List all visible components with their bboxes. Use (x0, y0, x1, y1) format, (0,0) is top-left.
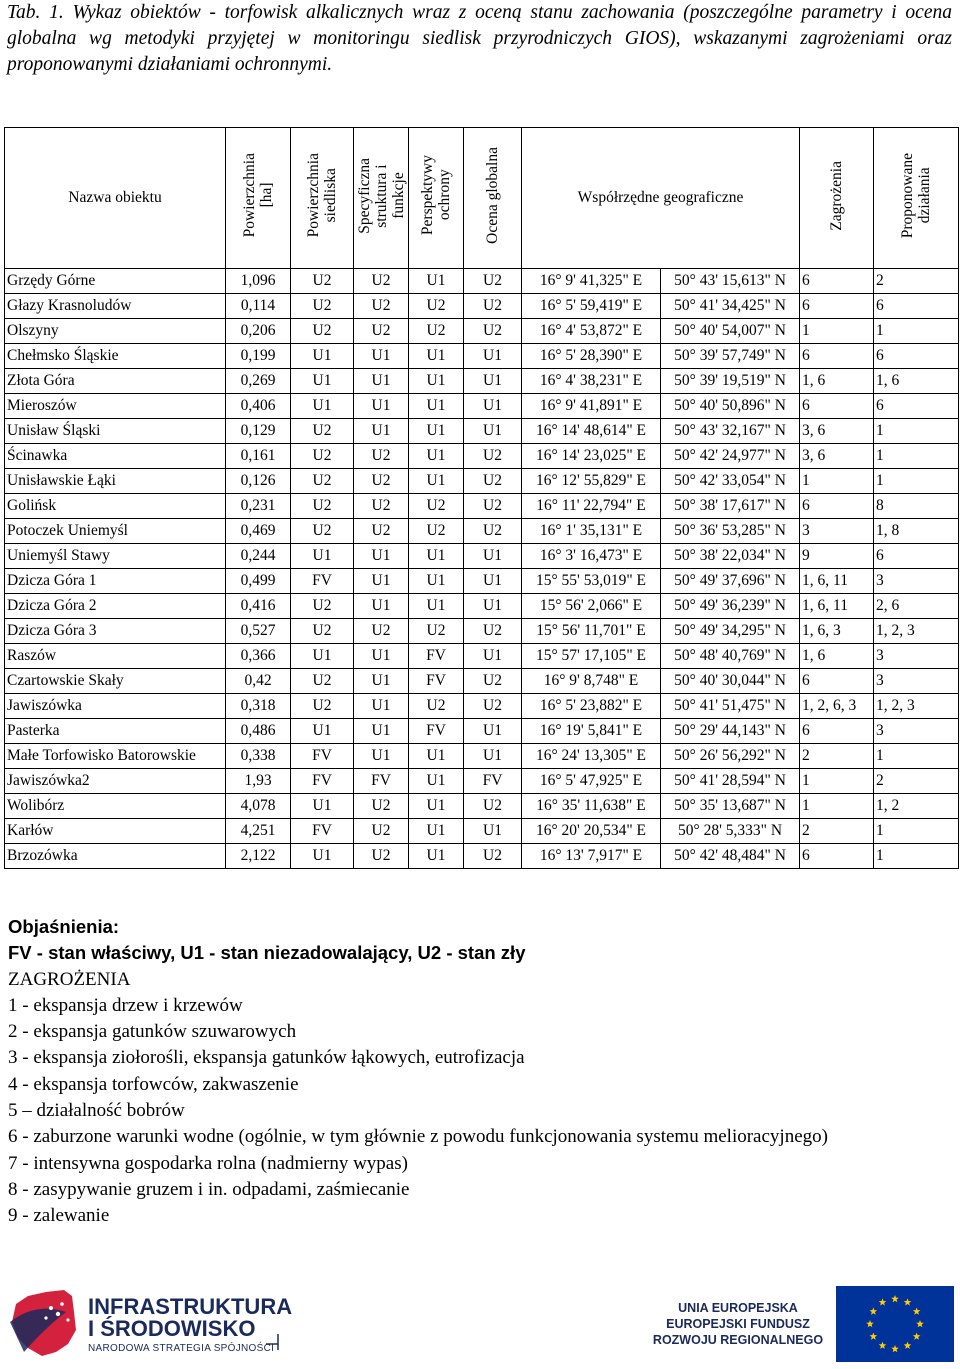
table-cell: FV (409, 644, 464, 669)
table-cell: 9 (800, 544, 874, 569)
table-cell: U2 (409, 694, 464, 719)
legend-item: 8 - zasypywanie gruzem i in. odpadami, zaśmiecanie (8, 1178, 410, 1200)
table-cell: U2 (354, 319, 409, 344)
table-cell: 6 (874, 544, 959, 569)
table-cell: 6 (874, 394, 959, 419)
table-cell: FV (291, 819, 354, 844)
table-cell: 0,126 (226, 469, 291, 494)
table-row (5, 269, 959, 294)
table-cell: U2 (291, 269, 354, 294)
table-cell: U1 (291, 644, 354, 669)
legend (8, 914, 953, 1230)
table-cell: 0,199 (226, 344, 291, 369)
table-cell: 1, 6 (874, 369, 959, 394)
table-cell: 3 (874, 669, 959, 694)
table-cell: U1 (354, 694, 409, 719)
table-cell: 0,416 (226, 594, 291, 619)
table-cell: 1, 8 (874, 519, 959, 544)
table-cell: U1 (354, 544, 409, 569)
table-cell: U1 (464, 569, 522, 594)
table-row (5, 519, 959, 544)
table-cell: 16° 35' 11,638" E (522, 794, 661, 819)
table-cell: Golińsk (5, 494, 226, 519)
table-cell: 16° 4' 38,231" E (522, 369, 661, 394)
table-cell: U1 (354, 369, 409, 394)
table-cell: 16° 9' 8,748" E (522, 669, 661, 694)
table-cell: 16° 20' 20,534" E (522, 819, 661, 844)
table-cell: U2 (354, 794, 409, 819)
table-cell: 2 (800, 744, 874, 769)
table-cell: U1 (409, 344, 464, 369)
table-cell: U2 (354, 519, 409, 544)
table-cell: 50° 41' 34,425" N (661, 294, 800, 319)
header-perspectives: Perspektywy ochrony (409, 128, 464, 269)
table-cell: U2 (464, 294, 522, 319)
table-cell: 0,269 (226, 369, 291, 394)
table-cell: 16° 5' 23,882" E (522, 694, 661, 719)
table-cell: U2 (291, 519, 354, 544)
table-cell: 6 (800, 844, 874, 869)
table-cell: FV (409, 719, 464, 744)
eu-flag-icon (836, 1286, 954, 1362)
table-row (5, 344, 959, 369)
table-cell: U1 (409, 744, 464, 769)
table-cell: 50° 42' 24,977" N (661, 444, 800, 469)
table-cell: U1 (354, 644, 409, 669)
table-cell: Brzozówka (5, 844, 226, 869)
table-cell: 1, 2, 3 (874, 694, 959, 719)
table-cell: U1 (354, 419, 409, 444)
table-cell: 16° 9' 41,891" E (522, 394, 661, 419)
table-cell: 1,93 (226, 769, 291, 794)
table-cell: 0,406 (226, 394, 291, 419)
table-cell: 1 (874, 744, 959, 769)
table-cell: Jawiszówka2 (5, 769, 226, 794)
table-cell: U1 (464, 394, 522, 419)
table-cell: 6 (800, 269, 874, 294)
table-cell: U1 (409, 269, 464, 294)
table-cell: 4,078 (226, 794, 291, 819)
header-actions: Proponowane działania (874, 128, 959, 269)
table-row (5, 619, 959, 644)
table-cell: FV (409, 669, 464, 694)
logo-right-line1: UNIA EUROPEJSKA (678, 1301, 798, 1315)
legend-item: 7 - intensywna gospodarka rolna (nadmierny wypas) (8, 1152, 408, 1174)
table-cell: Ścinawka (5, 444, 226, 469)
legend-item: 4 - ekspansja torfowców, zakwaszenie (8, 1073, 299, 1095)
table-cell: 3 (874, 644, 959, 669)
table-cell: U1 (464, 344, 522, 369)
table-cell: 6 (800, 494, 874, 519)
table-cell: 1, 2, 6, 3 (800, 694, 874, 719)
table-cell: 2, 6 (874, 594, 959, 619)
table-cell: 50° 40' 30,044" N (661, 669, 800, 694)
table-cell: U2 (464, 494, 522, 519)
table-cell: 0,42 (226, 669, 291, 694)
table-cell: U1 (464, 594, 522, 619)
table-cell: U2 (291, 319, 354, 344)
table-cell: Unisławskie Łąki (5, 469, 226, 494)
table-row (5, 594, 959, 619)
table-cell: U1 (291, 719, 354, 744)
table-cell: U1 (409, 569, 464, 594)
table-cell: 1 (874, 819, 959, 844)
table-cell: U1 (291, 369, 354, 394)
table-row (5, 644, 959, 669)
header-global: Ocena globalna (464, 128, 522, 269)
table-cell: U2 (291, 294, 354, 319)
table-cell: FV (291, 769, 354, 794)
table-cell: Jawiszówka (5, 694, 226, 719)
table-cell: 6 (800, 394, 874, 419)
table-cell: 16° 5' 47,925" E (522, 769, 661, 794)
table-cell: U1 (409, 419, 464, 444)
table-cell: 6 (800, 719, 874, 744)
table-cell: 15° 57' 17,105" E (522, 644, 661, 669)
table-cell: 1, 6 (800, 369, 874, 394)
table-cell: 0,231 (226, 494, 291, 519)
table-cell: 1, 6, 3 (800, 619, 874, 644)
table-cell: 3 (874, 569, 959, 594)
table-cell: 0,499 (226, 569, 291, 594)
table-cell: 1 (874, 844, 959, 869)
eu-logo (648, 1286, 954, 1362)
table-caption: Tab. 1. Wykaz obiektów - torfowisk alkalicznych wraz z oceną stanu zachowania (poszczególne parametry i ocena globalna wg metodyki przyjętej w monitoringu siedlisk przyrodniczych GIOS), wskazanymi zagrożeniami oraz proponowanymi działaniami ochronnymi. (7, 2, 952, 75)
table-cell: 1 (874, 319, 959, 344)
table-cell: Raszów (5, 644, 226, 669)
table-cell: U2 (291, 494, 354, 519)
table-cell: U1 (354, 719, 409, 744)
legend-threats-heading: ZAGROŻENIA (8, 968, 131, 990)
table-cell: 50° 40' 50,896" N (661, 394, 800, 419)
table-cell: 1, 6 (800, 644, 874, 669)
table-cell: FV (354, 769, 409, 794)
table-cell: 1 (800, 769, 874, 794)
header-area: Powierzchnia [ha] (226, 128, 291, 269)
legend-heading: Objaśnienia: (8, 916, 120, 937)
table-cell: Małe Torfowisko Batorowskie (5, 744, 226, 769)
table-cell: 50° 42' 48,484" N (661, 844, 800, 869)
table-cell: 50° 40' 54,007" N (661, 319, 800, 344)
infrastruktura-logo (6, 1282, 306, 1362)
table-cell: U2 (464, 269, 522, 294)
table-cell: Wolibórz (5, 794, 226, 819)
table-cell: Potoczek Uniemyśl (5, 519, 226, 544)
table-row (5, 719, 959, 744)
table-cell: FV (291, 744, 354, 769)
table-cell: 6 (800, 344, 874, 369)
table-cell: 1 (874, 444, 959, 469)
table-cell: U2 (464, 469, 522, 494)
table-row (5, 394, 959, 419)
table-cell: U1 (464, 719, 522, 744)
table-cell: 50° 49' 34,295" N (661, 619, 800, 644)
table-cell: U2 (409, 494, 464, 519)
table-cell: 0,366 (226, 644, 291, 669)
table-cell: U2 (464, 319, 522, 344)
table-cell: 16° 12' 55,829" E (522, 469, 661, 494)
table-cell: 50° 29' 44,143" N (661, 719, 800, 744)
table-cell: 15° 56' 2,066" E (522, 594, 661, 619)
table-cell: U1 (291, 544, 354, 569)
table-cell: 3 (874, 719, 959, 744)
table-cell: 1,096 (226, 269, 291, 294)
table-cell: 0,129 (226, 419, 291, 444)
table-cell: U1 (464, 419, 522, 444)
table-cell: 0,244 (226, 544, 291, 569)
table-cell: U2 (354, 469, 409, 494)
table-cell: 4,251 (226, 819, 291, 844)
table-cell: U2 (464, 694, 522, 719)
objects-table (4, 127, 959, 869)
table-cell: Mieroszów (5, 394, 226, 419)
table-cell: Dzicza Góra 1 (5, 569, 226, 594)
header-threats: Zagrożenia (800, 128, 874, 269)
table-cell: 2,122 (226, 844, 291, 869)
header-habitat-area: Powierzchnia siedliska (291, 128, 354, 269)
table-cell: U1 (464, 644, 522, 669)
table-row (5, 319, 959, 344)
table-cell: U1 (409, 469, 464, 494)
table-row (5, 844, 959, 869)
table-cell: FV (291, 569, 354, 594)
table-cell: Grzędy Górne (5, 269, 226, 294)
table-cell: 0,318 (226, 694, 291, 719)
table-cell: 50° 36' 53,285" N (661, 519, 800, 544)
table-cell: U1 (409, 394, 464, 419)
table-cell: U2 (291, 594, 354, 619)
table-cell: Pasterka (5, 719, 226, 744)
table-cell: 16° 5' 28,390" E (522, 344, 661, 369)
table-cell: 16° 1' 35,131" E (522, 519, 661, 544)
table-cell: U2 (464, 794, 522, 819)
table-cell: 50° 35' 13,687" N (661, 794, 800, 819)
table-row (5, 569, 959, 594)
table-cell: U2 (354, 619, 409, 644)
table-cell: 15° 56' 11,701" E (522, 619, 661, 644)
table-cell: 3, 6 (800, 444, 874, 469)
table-cell: 16° 5' 59,419" E (522, 294, 661, 319)
table-row (5, 494, 959, 519)
table-cell: Złota Góra (5, 369, 226, 394)
table-cell: Czartowskie Skały (5, 669, 226, 694)
table-cell: U2 (291, 619, 354, 644)
table-row (5, 544, 959, 569)
table-cell: 50° 38' 17,617" N (661, 494, 800, 519)
table-cell: U2 (464, 844, 522, 869)
table-cell: 6 (874, 294, 959, 319)
table-cell: 1, 2, 3 (874, 619, 959, 644)
table-cell: 3, 6 (800, 419, 874, 444)
table-cell: 1 (874, 469, 959, 494)
table-cell: U1 (464, 744, 522, 769)
table-cell: U1 (464, 369, 522, 394)
logo-left-line3: NARODOWA STRATEGIA SPÓJNOŚCI (88, 1343, 275, 1354)
table-cell: 0,338 (226, 744, 291, 769)
table-cell: 1 (800, 794, 874, 819)
legend-item: 2 - ekspansja gatunków szuwarowych (8, 1021, 297, 1043)
table-cell: Unisław Śląski (5, 419, 226, 444)
table-cell: 6 (874, 344, 959, 369)
table-cell: 0,206 (226, 319, 291, 344)
table-cell: 0,114 (226, 294, 291, 319)
table-cell: U1 (354, 669, 409, 694)
table-cell: 50° 48' 40,769" N (661, 644, 800, 669)
header-coords: Współrzędne geograficzne (522, 128, 800, 269)
table-cell: U2 (354, 819, 409, 844)
legend-items (8, 993, 953, 1230)
table-cell: 0,527 (226, 619, 291, 644)
table-row (5, 794, 959, 819)
table-cell: U2 (354, 294, 409, 319)
table-cell: U2 (464, 669, 522, 694)
table-cell: U1 (354, 594, 409, 619)
legend-item: 5 – działalność bobrów (8, 1100, 185, 1122)
table-cell: U2 (409, 319, 464, 344)
header-name: Nazwa obiektu (5, 128, 226, 269)
table-cell: Chełmsko Śląskie (5, 344, 226, 369)
table-cell: 0,161 (226, 444, 291, 469)
table-cell: U1 (409, 369, 464, 394)
legend-item: 1 - ekspansja drzew i krzewów (8, 994, 243, 1016)
table-cell: Głazy Krasnoludów (5, 294, 226, 319)
legend-item: 6 - zaburzone warunki wodne (ogólnie, w tym głównie z powodu funkcjonowania systemu melioracyjnego) (8, 1126, 828, 1148)
table-cell: 16° 3' 16,473" E (522, 544, 661, 569)
table-cell: 50° 39' 57,749" N (661, 344, 800, 369)
table-cell: Olszyny (5, 319, 226, 344)
table-cell: 50° 26' 56,292" N (661, 744, 800, 769)
table-row (5, 819, 959, 844)
table-row (5, 694, 959, 719)
table-cell: U1 (409, 794, 464, 819)
table-cell: U1 (354, 744, 409, 769)
table-cell: U2 (409, 294, 464, 319)
table-cell: 1, 6, 11 (800, 569, 874, 594)
logo-left-line1: INFRASTRUKTURA (88, 1294, 293, 1319)
table-cell: U2 (409, 619, 464, 644)
table-cell: U2 (291, 419, 354, 444)
table-cell: 0,469 (226, 519, 291, 544)
table-cell: U1 (354, 344, 409, 369)
table-cell: 50° 39' 19,519" N (661, 369, 800, 394)
table-row (5, 469, 959, 494)
table-cell: U1 (409, 819, 464, 844)
table-cell: U2 (291, 694, 354, 719)
table-cell: U1 (291, 794, 354, 819)
table-cell: 0,486 (226, 719, 291, 744)
table-cell: 16° 9' 41,325" E (522, 269, 661, 294)
table-row (5, 444, 959, 469)
table-cell: U1 (409, 844, 464, 869)
table-cell: 2 (874, 269, 959, 294)
table-cell: 50° 28' 5,333" N (661, 819, 800, 844)
table-cell: 50° 43' 15,613" N (661, 269, 800, 294)
table-cell: 2 (800, 819, 874, 844)
table-cell: 15° 55' 53,019" E (522, 569, 661, 594)
table-cell: U2 (291, 469, 354, 494)
table-cell: 50° 49' 37,696" N (661, 569, 800, 594)
header-structure: Specyficzna struktura i funkcje (354, 128, 409, 269)
legend-item: 3 - ekspansja ziołorośli, ekspansja gatunków łąkowych, eutrofizacja (8, 1047, 525, 1069)
table-cell: U1 (464, 544, 522, 569)
table-cell: U1 (409, 594, 464, 619)
table-row (5, 769, 959, 794)
legend-status-line: FV - stan właściwy, U1 - stan niezadowalający, U2 - stan zły (8, 942, 526, 964)
table-row (5, 744, 959, 769)
table-cell: 16° 24' 13,305" E (522, 744, 661, 769)
table-cell: 1, 2 (874, 794, 959, 819)
table-cell: U1 (354, 394, 409, 419)
table-row (5, 369, 959, 394)
table-row (5, 294, 959, 319)
table-cell: 16° 13' 7,917" E (522, 844, 661, 869)
table-cell: 3 (800, 519, 874, 544)
table-cell: U1 (291, 844, 354, 869)
table-cell: 2 (874, 769, 959, 794)
table-cell: U1 (291, 344, 354, 369)
table-cell: 50° 38' 22,034" N (661, 544, 800, 569)
table-cell: 50° 49' 36,239" N (661, 594, 800, 619)
table-cell: U2 (464, 619, 522, 644)
table-cell: 16° 14' 23,025" E (522, 444, 661, 469)
table-cell: 6 (800, 294, 874, 319)
table-cell: 50° 42' 33,054" N (661, 469, 800, 494)
table-cell: Dzicza Góra 2 (5, 594, 226, 619)
logo-right-line3: ROZWOJU REGIONALNEGO (652, 1333, 824, 1347)
table-cell: 1 (800, 319, 874, 344)
table-cell: 50° 43' 32,167" N (661, 419, 800, 444)
table-cell: U1 (291, 394, 354, 419)
table-cell: U2 (354, 494, 409, 519)
table-cell: U2 (291, 669, 354, 694)
table-cell: U2 (291, 444, 354, 469)
table-cell: 50° 41' 51,475" N (661, 694, 800, 719)
table-cell: U2 (354, 844, 409, 869)
logo-right-line2: EUROPEJSKI FUNDUSZ (666, 1317, 810, 1331)
table-cell: U2 (464, 444, 522, 469)
table-cell: 50° 41' 28,594" N (661, 769, 800, 794)
table-cell: U2 (409, 519, 464, 544)
table-cell: U1 (409, 544, 464, 569)
table-cell: U1 (409, 444, 464, 469)
table-header-row (5, 128, 959, 269)
table-cell: 16° 14' 48,614" E (522, 419, 661, 444)
table-cell: 16° 4' 53,872" E (522, 319, 661, 344)
table-cell: U2 (354, 444, 409, 469)
table-cell: 8 (874, 494, 959, 519)
table-row (5, 419, 959, 444)
legend-item: 9 - zalewanie (8, 1205, 110, 1227)
table-cell: Uniemyśl Stawy (5, 544, 226, 569)
table-cell: 16° 11' 22,794" E (522, 494, 661, 519)
table-cell: U1 (464, 819, 522, 844)
table-cell: 1 (800, 469, 874, 494)
table-cell: U1 (354, 569, 409, 594)
table-cell: 1 (874, 419, 959, 444)
table-cell: Dzicza Góra 3 (5, 619, 226, 644)
table-cell: FV (464, 769, 522, 794)
table-cell: U1 (409, 769, 464, 794)
logo-left-line2: I ŚRODOWISKO (88, 1316, 256, 1341)
table-cell: 1, 6, 11 (800, 594, 874, 619)
table-row (5, 669, 959, 694)
table-cell: U2 (464, 519, 522, 544)
table-cell: 6 (800, 669, 874, 694)
table-cell: 16° 19' 5,841" E (522, 719, 661, 744)
table-cell: Karłów (5, 819, 226, 844)
table-cell: U2 (354, 269, 409, 294)
